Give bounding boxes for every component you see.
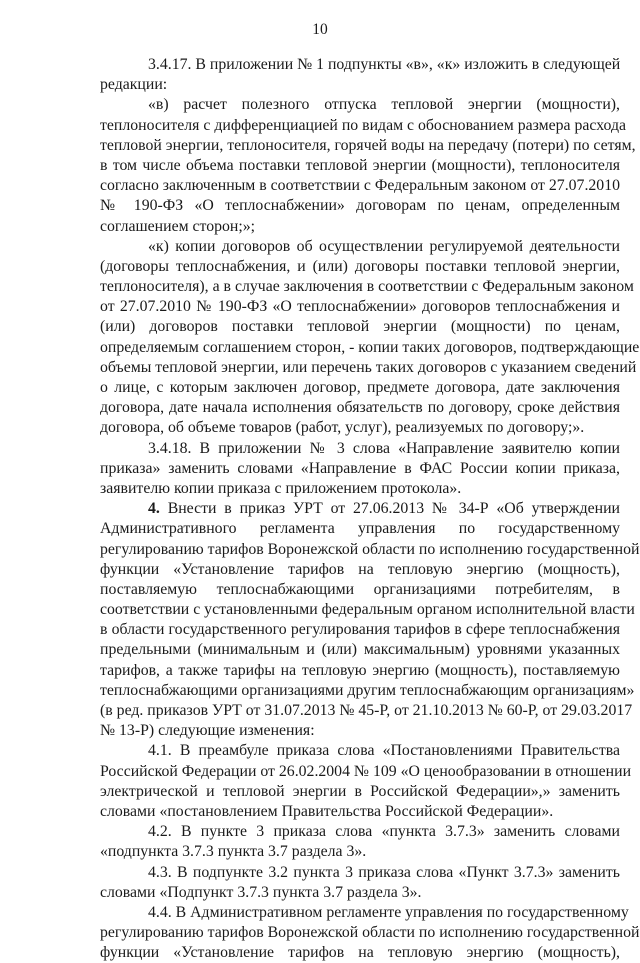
text-line: Административного регламента управления по государственному [100, 520, 620, 538]
text-line: функции «Установление тарифов на тепловую энергию (мощность), [100, 560, 620, 578]
text-line: соглашением сторон;»; [100, 217, 256, 235]
text-line: в области государственного регулирования тарифов в сфере теплоснабжения [100, 621, 620, 639]
text-line: (договоры теплоснабжения, и (или) договоры поставки тепловой энергии, [100, 257, 620, 275]
paragraph [100, 439, 620, 500]
text-line: 4.1. В преамбуле приказа слова «Постановлениями Правительства [148, 742, 620, 760]
text-line: договора, дате начала исполнения обязательств по договору, сроке действия [100, 399, 620, 417]
text-line: приказа» заменить словами «Направление в ФАС России копии приказа, [100, 459, 620, 477]
text-line: теплоносителя с дифференциацией по видам с обоснованием размера расхода [100, 116, 627, 134]
paragraph [100, 55, 620, 95]
text-line: 4.4. В Административном регламенте управления по государственному [148, 903, 629, 921]
text-line: в том числе объема поставки тепловой энергии (мощности), теплоносителя [100, 156, 620, 174]
text-line: словами «постановлением Правительства Российской Федерации». [100, 802, 554, 820]
paragraph [100, 95, 636, 236]
paragraph [100, 863, 620, 903]
page-number: 10 [312, 21, 328, 38]
text-line: 4.2. В пункте 3 приказа слова «пункта 3.7.3» заменить словами [148, 823, 620, 841]
text-line: функции «Установление тарифов на тепловую энергию (мощность), [100, 944, 620, 962]
paragraph [100, 499, 640, 741]
text-line: Российской Федерации от 26.02.2004 № 109 «О ценообразовании в отношении [100, 762, 632, 780]
text-line [100, 499, 620, 519]
text-line: «к) копии договоров об осуществлении регулируемой деятельности [148, 237, 620, 255]
text-line: регулированию тарифов Воронежской области по исполнению государственной [100, 924, 640, 942]
paragraph [100, 741, 632, 822]
paragraph [100, 822, 620, 862]
text-line: словами «Подпункт 3.7.3 пункта 3.7 раздела 3». [100, 883, 422, 901]
text-line: электрической и тепловой энергии в Российской Федерации»,» заменить [100, 782, 620, 800]
text-line: теплоснабжающими организациями другим теплоснабжающим организациям» [100, 681, 635, 699]
text-line: (или) договоров поставки тепловой энергии (мощности) по ценам, [100, 318, 620, 336]
text-line: договора, об объеме товаров (работ, услуг), реализуемых по договору;». [100, 419, 585, 437]
text-line: 3.4.18. В приложении № 3 слова «Направление заявителю копии [148, 439, 620, 457]
text-line: тепловой энергии, теплоносителя, горячей воды на передачу (потери) по сетям, [100, 136, 636, 154]
text-line: (в ред. приказов УРТ от 31.07.2013 № 45-Р, от 21.10.2013 № 60-Р, от 29.03.2017 [100, 702, 633, 719]
text-line: объемы тепловой энергии, или перечень таких договоров с указанием сведений [100, 358, 637, 376]
text-line: 4.3. В подпункте 3.2 пункта 3 приказа слова «Пункт 3.7.3» заменить [148, 863, 620, 881]
document-body [100, 55, 640, 963]
text-line: № 190-ФЗ «О теплоснабжении» договорам по ценам, определенным [100, 197, 620, 215]
text-line-content: Внести в приказ УРТ от 27.06.2013 № 34-Р «Об утверждении [159, 500, 620, 518]
text-line: редакции: [100, 76, 168, 94]
text-line: о лице, с которым заключен договор, предмете договора, дате заключения [100, 379, 620, 396]
paragraph [100, 237, 640, 439]
text-line: № 13-Р) следующие изменения: [100, 722, 315, 740]
text-line: от 27.07.2010 № 190-ФЗ «О теплоснабжении» договоров теплоснабжения и [100, 298, 620, 316]
text-line: теплоносителя), а в случае заключения в соответствии с Федеральным законом [100, 278, 634, 296]
text-line: «подпункта 3.7.3 пункта 3.7 раздела 3». [100, 843, 367, 861]
paragraph [100, 903, 640, 963]
text-line: согласно заключенным в соответствии с Федеральным законом от 27.07.2010 [100, 177, 620, 195]
section-number: 4. [148, 500, 160, 518]
text-line: 3.4.17. В приложении № 1 подпункты «в», «к» изложить в следующей [148, 56, 621, 73]
text-line: определяемым соглашением сторон, - копии таких договоров, подтверждающие [100, 338, 640, 356]
text-line: тарифов, а также тарифы на тепловую энергию (мощность), поставляемую [100, 661, 620, 679]
text-line: поставляемую теплоснабжающими организациями потребителям, в [100, 580, 620, 598]
text-line: предельными (минимальным и (или) максимальным) уровнями указанных [100, 641, 620, 659]
text-line: заявителю копии приказа с приложением протокола». [100, 479, 462, 497]
text-line: соответствии с установленными федеральным органом исполнительной власти [100, 601, 635, 619]
text-line: «в) расчет полезного отпуска тепловой энергии (мощности), [148, 96, 620, 114]
text-line: регулированию тарифов Воронежской области по исполнению государственной [100, 540, 640, 558]
